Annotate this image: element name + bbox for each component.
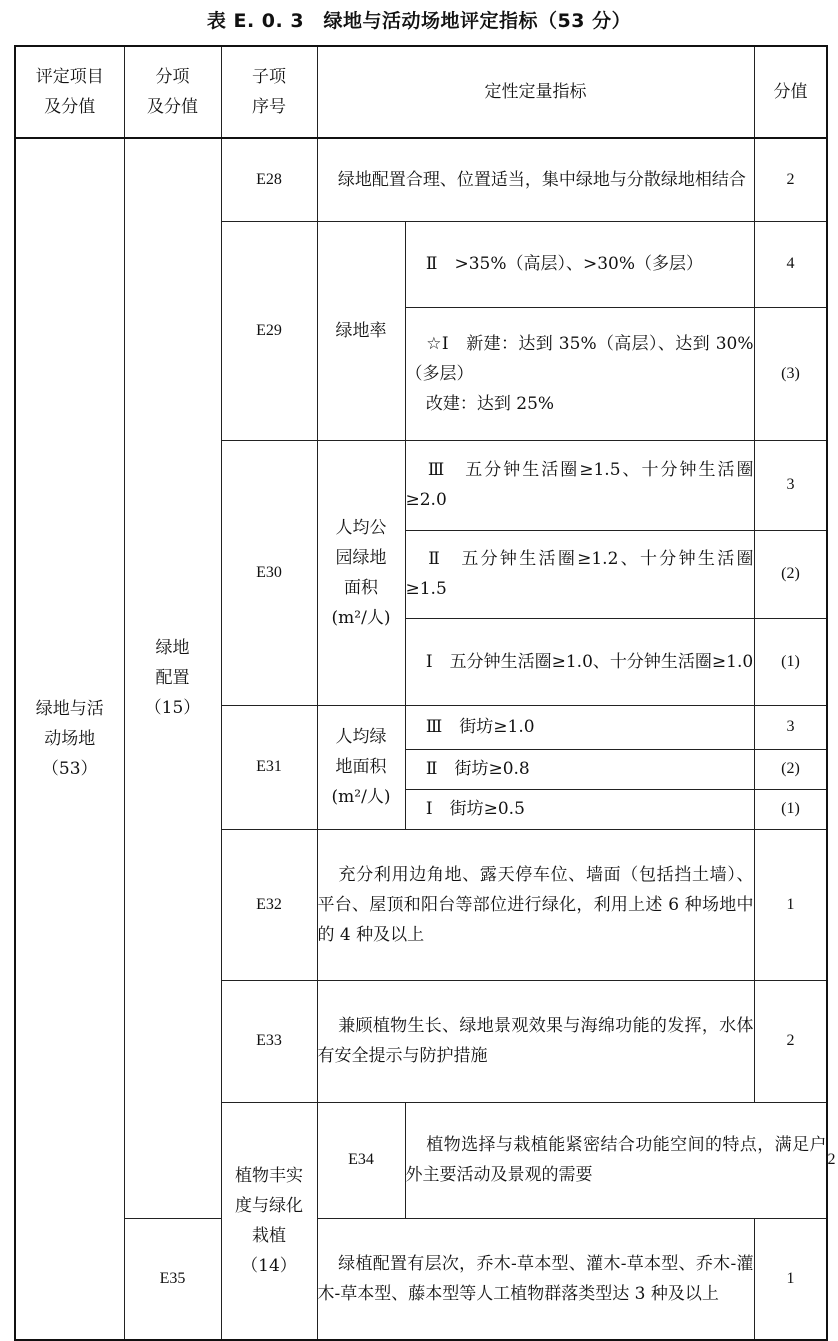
table-caption: 表 E. 0. 3 绿地与活动场地评定指标（53 分） xyxy=(206,10,632,32)
indicator-text: Ⅱ 街坊≥0.8 xyxy=(405,749,754,789)
table-row xyxy=(15,138,827,221)
header-code: 子项 序号 xyxy=(221,46,317,138)
indicator-text: 绿植配置有层次，乔木-草本型、灌木-草本型、乔木-灌木-草本型、藤本型等人工植物群落类型达 3 种及以上 xyxy=(317,1218,754,1340)
indicator-text: 绿地配置合理、位置适当，集中绿地与分散绿地相结合 xyxy=(317,138,754,221)
indicator-text: 充分利用边角地、露天停车位、墙面（包括挡土墙）、平台、屋顶和阳台等部位进行绿化，利用上述 6 种场地中的 4 种及以上 xyxy=(317,829,754,980)
code-cell: E33 xyxy=(221,980,317,1102)
code-cell: E28 xyxy=(221,138,317,221)
score-cell: 1 xyxy=(754,1218,827,1340)
score-cell: 2 xyxy=(754,138,827,221)
code-cell: E34 xyxy=(317,1102,405,1218)
score-cell: 3 xyxy=(754,705,827,749)
indicator-text: 植物选择与栽植能紧密结合功能空间的特点，满足户外主要活动及景观的需要 xyxy=(405,1102,827,1218)
evaluation-table xyxy=(14,45,836,1341)
header-row xyxy=(15,46,827,138)
indicator-text: Ⅱ 五分钟生活圈≥1.2、十分钟生活圈≥1.5 xyxy=(405,530,754,618)
header-indicator: 定性定量指标 xyxy=(317,46,754,138)
score-cell: 3 xyxy=(754,440,827,530)
indicator-text: Ⅰ 街坊≥0.5 xyxy=(405,789,754,829)
group-cell-planting: 植物丰实 度与绿化 栽植 （14） xyxy=(221,1102,317,1340)
indicator-text: Ⅲ 五分钟生活圈≥1.5、十分钟生活圈≥2.0 xyxy=(405,440,754,530)
score-cell: (1) xyxy=(754,618,827,705)
code-cell: E31 xyxy=(221,705,317,829)
table-row: 植物丰实 度与绿化 栽植 （14） E34 植物选择与栽植能紧密结合功能空间的特点，满足户外主要活动及景观的需要 2 xyxy=(15,1102,827,1218)
header-group: 分项 及分值 xyxy=(124,46,221,138)
code-cell: E29 xyxy=(221,221,317,440)
header-score: 分值 xyxy=(754,46,827,138)
group-cell-greenery: 绿地 配置 （15） xyxy=(124,138,221,1218)
sub-indicator-cell: 人均公 园绿地 面积 (m²/人) xyxy=(317,440,405,705)
score-cell: (2) xyxy=(754,530,827,618)
header-category: 评定项目 及分值 xyxy=(15,46,124,138)
table-row xyxy=(15,1218,827,1340)
indicator-text: Ⅱ >35%（高层）、>30%（多层） xyxy=(405,221,754,307)
code-cell: E35 xyxy=(124,1218,221,1340)
sub-indicator-cell: 人均绿 地面积 (m²/人) xyxy=(317,705,405,829)
code-cell: E30 xyxy=(221,440,317,705)
score-cell: (3) xyxy=(754,307,827,440)
score-cell: (2) xyxy=(754,749,827,789)
code-cell: E32 xyxy=(221,829,317,980)
indicator-text: Ⅰ 五分钟生活圈≥1.0、十分钟生活圈≥1.0 xyxy=(405,618,754,705)
score-cell: 2 xyxy=(754,980,827,1102)
indicator-text: ☆Ⅰ 新建：达到 35%（高层）、达到 30%（多层） 改建：达到 25% xyxy=(405,307,754,440)
score-cell: 1 xyxy=(754,829,827,980)
indicator-text: 兼顾植物生长、绿地景观效果与海绵功能的发挥，水体有安全提示与防护措施 xyxy=(317,980,754,1102)
indicator-text: Ⅲ 街坊≥1.0 xyxy=(405,705,754,749)
category-cell: 绿地与活 动场地 （53） xyxy=(15,138,124,1340)
sub-indicator-cell: 绿地率 xyxy=(317,221,405,440)
score-cell: (1) xyxy=(754,789,827,829)
score-cell: 4 xyxy=(754,221,827,307)
